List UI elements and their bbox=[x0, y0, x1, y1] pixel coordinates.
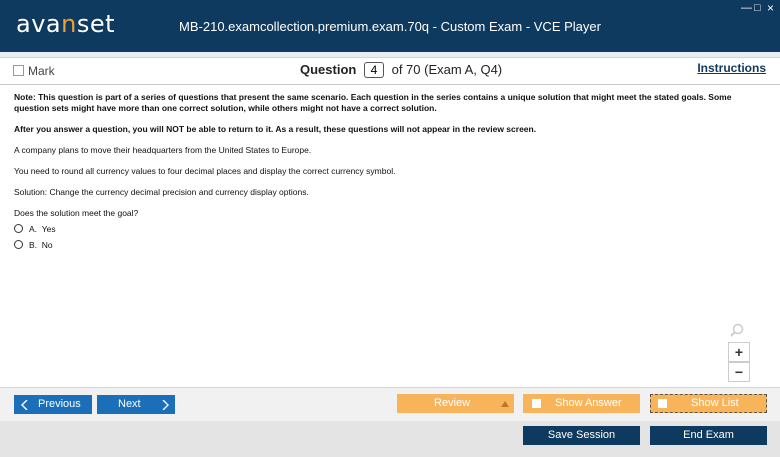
maximize-button[interactable]: □ bbox=[754, 2, 761, 14]
show-answer-button[interactable] bbox=[523, 394, 640, 413]
title-bar bbox=[0, 0, 780, 52]
mark-label: Mark bbox=[28, 64, 55, 78]
answer-option-a[interactable] bbox=[14, 224, 764, 235]
zoom-out-button[interactable]: − bbox=[728, 362, 750, 382]
option-text: Yes bbox=[41, 224, 56, 234]
question-count: of 70 (Exam A, Q4) bbox=[391, 62, 503, 77]
option-letter: B. bbox=[29, 240, 38, 250]
minimize-button[interactable]: — bbox=[741, 2, 752, 14]
question-label: Question bbox=[300, 62, 357, 77]
question-content bbox=[14, 92, 764, 251]
navigation-bar bbox=[0, 387, 780, 422]
zoom-in-button[interactable]: + bbox=[728, 342, 750, 362]
window-title: MB-210.examcollection.premium.exam.70q - Custom Exam - VCE Player bbox=[179, 19, 601, 34]
previous-label: Previous bbox=[38, 398, 81, 410]
checkbox-icon bbox=[13, 65, 24, 76]
caret-up-icon bbox=[501, 401, 509, 407]
answer-option-b[interactable] bbox=[14, 240, 764, 251]
next-label: Next bbox=[118, 398, 141, 410]
chevron-left-icon bbox=[21, 400, 29, 410]
end-exam-button[interactable]: End Exam bbox=[650, 426, 767, 445]
show-answer-label: Show Answer bbox=[555, 397, 622, 409]
question-navigator bbox=[300, 62, 502, 78]
question-number-input[interactable] bbox=[364, 62, 384, 78]
chevron-right-icon bbox=[161, 400, 169, 410]
show-list-button[interactable] bbox=[650, 394, 767, 413]
question-scenario: A company plans to move their headquarters from the United States to Europe. bbox=[14, 145, 312, 155]
option-letter: A. bbox=[29, 224, 38, 234]
save-session-button[interactable]: Save Session bbox=[523, 426, 640, 445]
show-list-label: Show List bbox=[691, 397, 739, 409]
option-text: No bbox=[41, 240, 53, 250]
show-answer-checkbox-icon bbox=[532, 399, 541, 408]
next-button[interactable] bbox=[97, 395, 175, 414]
previous-button[interactable] bbox=[14, 395, 92, 414]
question-warning: After you answer a question, you will NOT be able to return to it. As a result, these questions will not appear in the review screen. bbox=[14, 124, 537, 134]
magnifier-icon bbox=[730, 323, 744, 337]
show-list-checkbox-icon bbox=[658, 399, 667, 408]
logo-accent: n bbox=[61, 10, 77, 38]
mark-checkbox[interactable] bbox=[13, 64, 55, 78]
question-bar bbox=[0, 58, 780, 85]
radio-icon bbox=[14, 240, 23, 249]
review-label: Review bbox=[434, 397, 471, 409]
question-prompt: Does the solution meet the goal? bbox=[14, 208, 139, 218]
logo-text: ava bbox=[16, 10, 62, 38]
instructions-link[interactable]: Instructions bbox=[697, 61, 766, 75]
review-button[interactable] bbox=[397, 394, 514, 413]
bottom-bar bbox=[0, 421, 780, 457]
question-note: Note: This question is part of a series of questions that present the same scenario. Each question in the series contains a unique solution that might meet the stated goals. Some question sets might have more than one correct solution, while others might not have a correct solution. bbox=[14, 92, 732, 113]
close-button[interactable]: × bbox=[767, 1, 775, 15]
question-solution: Solution: Change the currency decimal precision and currency display options. bbox=[14, 187, 309, 197]
radio-icon bbox=[14, 224, 23, 233]
logo-text-end: set bbox=[76, 10, 116, 38]
question-requirement: You need to round all currency values to four decimal places and display the correct currency symbol. bbox=[14, 166, 396, 176]
